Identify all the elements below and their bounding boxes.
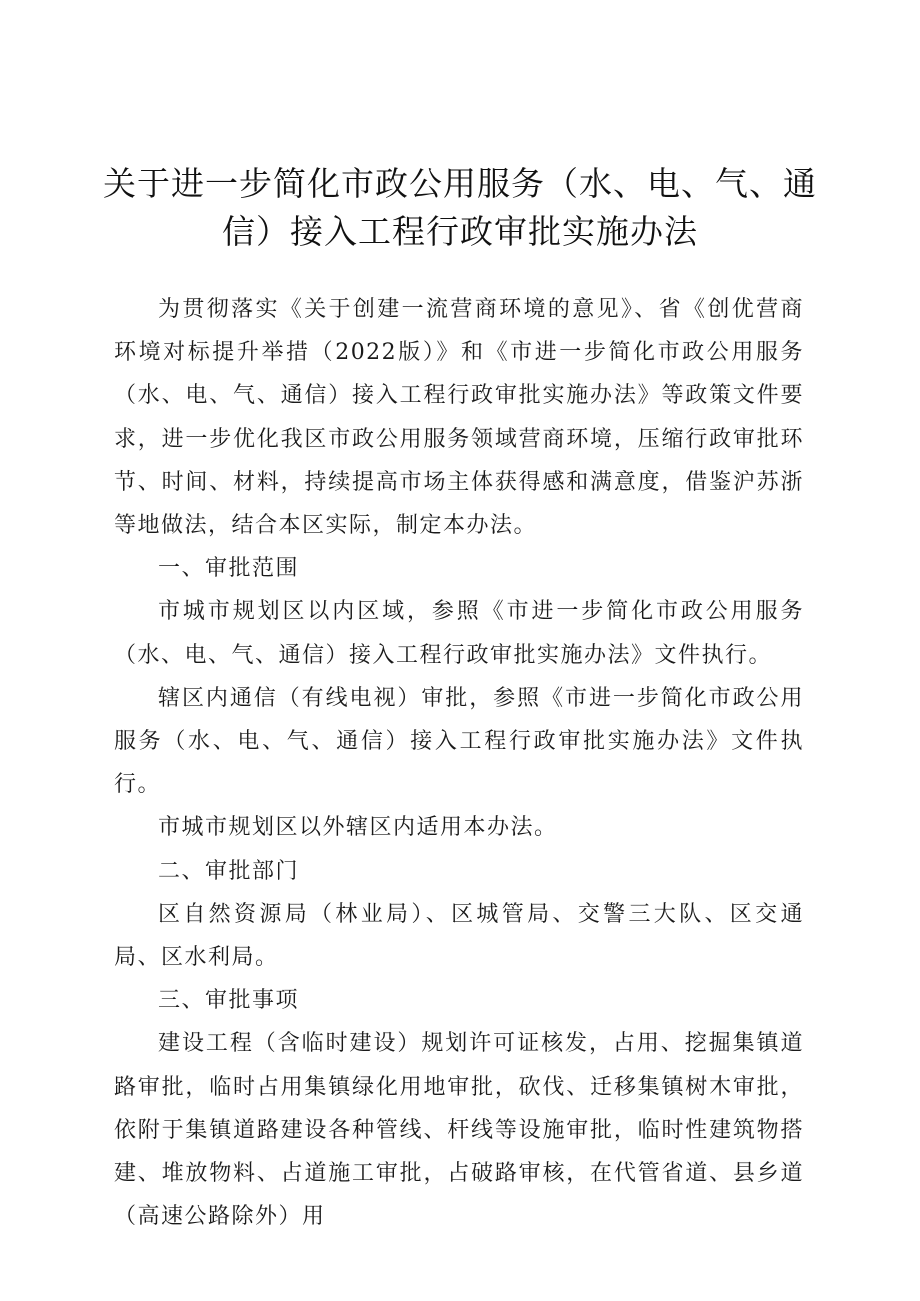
section-heading-scope: 一、审批范围 [158,556,300,582]
title-line-2: 信）接入工程行政审批实施办法 [222,212,698,251]
paragraph-scope-outside: 市城市规划区以外辖区内适用本办法。 [158,815,558,841]
paragraph-scope-city: 市城市规划区以内区域，参照《市进一步简化市政公用服务（水、电、气、通信）接入工程行政审批实施办法》文件执行。 [114,599,804,668]
paragraph-departments: 区自然资源局（林业局）、区城管局、交警三大队、区交通局、区水利局。 [114,901,804,971]
section-heading-departments: 二、审批部门 [158,858,300,884]
section-heading-items: 三、审批事项 [158,988,300,1014]
paragraph-intro: 为贯彻落实《关于创建一流营商环境的意见》、省《创优营商环境对标提升举措（2022版）》和《市进一步简化市政公用服务（水、电、气、通信）接入工程行政审批实施办法》等政策文件要求，进一步优化我区市政公用服务领域营商环境，压缩行政审批环节、时间、材料，持续提高市场主体获得感和满意度，借鉴沪苏浙等地做法，结合本区实际，制定本办法。 [114,297,804,539]
paragraph-items: 建设工程（含临时建设）规划许可证核发，占用、挖掘集镇道路审批，临时占用集镇绿化用地审批，砍伐、迁移集镇树木审批，依附于集镇道路建设各种管线、杆线等设施审批，临时性建筑物搭建、堆放物料、占道施工审批，占破路审核，在代管省道、县乡道（高速公路除外）用 [114,1031,804,1230]
paragraph-scope-telecom: 辖区内通信（有线电视）审批，参照《市进一步简化市政公用服务（水、电、气、通信）接入工程行政审批实施办法》文件执行。 [114,685,804,798]
title-line-1: 关于进一步简化市政公用服务（水、电、气、通 [103,164,817,203]
document-title [100,160,820,256]
document-body [114,288,804,1238]
